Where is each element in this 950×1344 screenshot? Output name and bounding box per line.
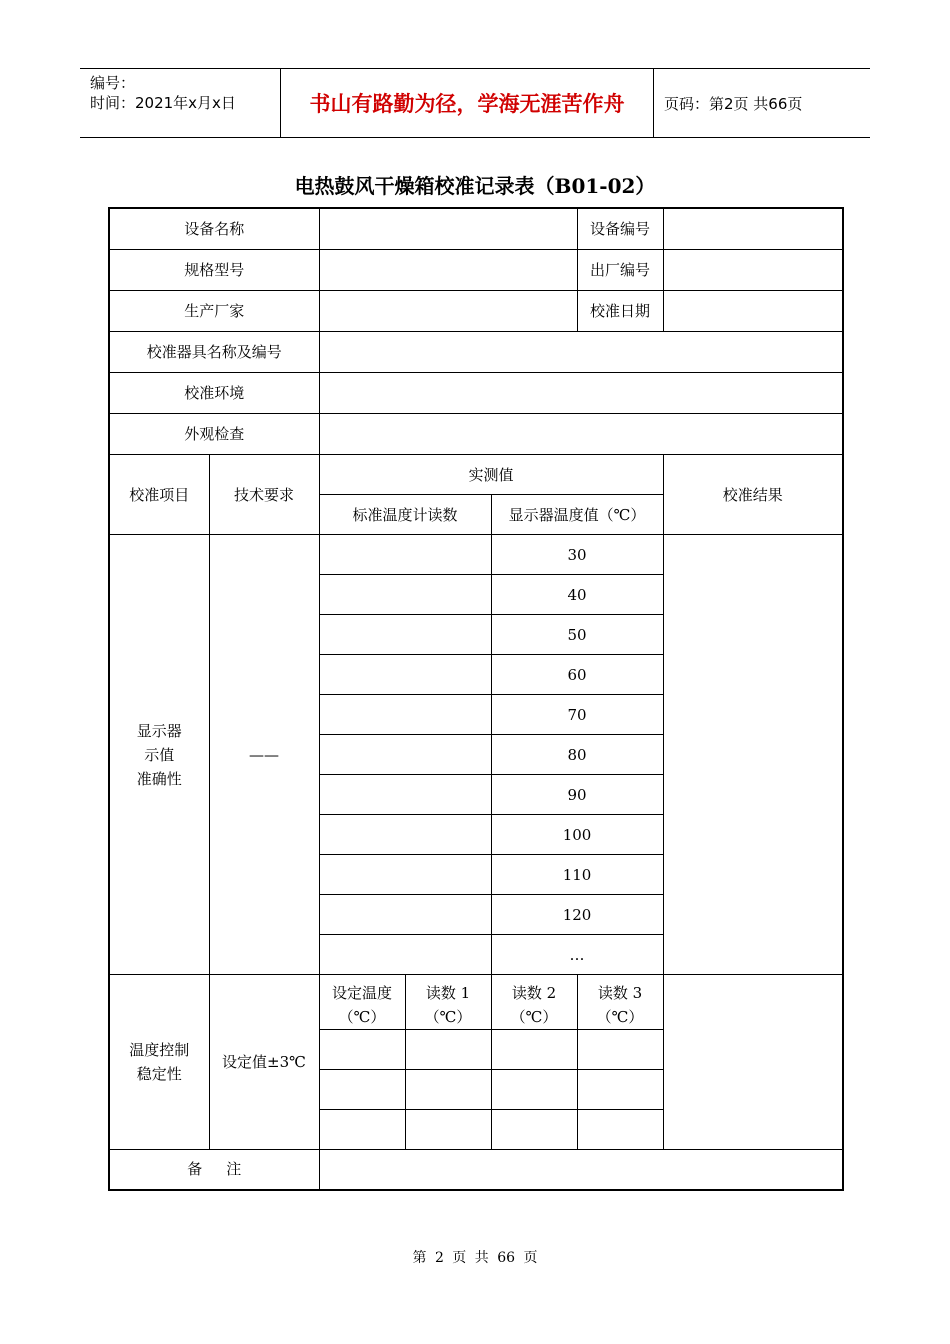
device-name-value[interactable] (319, 208, 577, 250)
cal-result-header: 校准结果 (663, 455, 843, 535)
model-value[interactable] (319, 250, 577, 291)
display-accuracy-label: 显示器 示值 准确性 (109, 535, 209, 975)
header-page-info: 页码：第2页 共66页 (664, 94, 803, 113)
temp-point-cell: 100 (491, 815, 663, 855)
temp-point-cell: 80 (491, 735, 663, 775)
reading-cell[interactable] (405, 1070, 491, 1110)
reading-cell[interactable] (491, 1070, 577, 1110)
factory-no-value[interactable] (663, 250, 843, 291)
temp-point-cell: 90 (491, 775, 663, 815)
reading-cell[interactable] (577, 1030, 663, 1070)
stability-label: 温度控制 稳定性 (109, 975, 209, 1150)
set-temp-cell[interactable] (319, 1030, 405, 1070)
manufacturer-label: 生产厂家 (109, 291, 319, 332)
temp-point-cell: 120 (491, 895, 663, 935)
appearance-label: 外观检查 (109, 414, 319, 455)
std-reading-cell[interactable] (319, 815, 491, 855)
reading1-header: 读数 1 （℃） (405, 975, 491, 1030)
reading-cell[interactable] (405, 1030, 491, 1070)
calibration-record-table (108, 207, 844, 1191)
appearance-value[interactable] (319, 414, 843, 455)
measured-header: 实测值 (319, 455, 663, 495)
temp-point-cell: 60 (491, 655, 663, 695)
reading-cell[interactable] (577, 1070, 663, 1110)
page-header (80, 68, 870, 138)
cal-date-label: 校准日期 (577, 291, 663, 332)
temp-point-cell: … (491, 935, 663, 975)
device-name-label: 设备名称 (109, 208, 319, 250)
display-accuracy-req: —— (209, 535, 319, 975)
std-reading-cell[interactable] (319, 695, 491, 735)
std-reading-cell[interactable] (319, 535, 491, 575)
temp-point-cell: 40 (491, 575, 663, 615)
std-reading-cell[interactable] (319, 655, 491, 695)
reading-cell[interactable] (491, 1110, 577, 1150)
std-reading-cell[interactable] (319, 735, 491, 775)
model-label: 规格型号 (109, 250, 319, 291)
temp-point-cell: 30 (491, 535, 663, 575)
std-reading-cell[interactable] (319, 895, 491, 935)
environment-value[interactable] (319, 373, 843, 414)
reading3-header: 读数 3 （℃） (577, 975, 663, 1030)
reading-cell[interactable] (405, 1110, 491, 1150)
number-label: 编号： (90, 74, 136, 92)
tech-req-header: 技术要求 (209, 455, 319, 535)
stability-result[interactable] (663, 975, 843, 1150)
temp-point-cell: 110 (491, 855, 663, 895)
temp-point-cell: 50 (491, 615, 663, 655)
std-reading-cell[interactable] (319, 855, 491, 895)
header-meta (80, 69, 281, 137)
std-reading-cell[interactable] (319, 935, 491, 975)
set-temp-header: 设定温度 （℃） (319, 975, 405, 1030)
instrument-label: 校准器具名称及编号 (109, 332, 319, 373)
time-label: 时间：2021年x月x日 (90, 94, 236, 112)
environment-label: 校准环境 (109, 373, 319, 414)
set-temp-cell[interactable] (319, 1110, 405, 1150)
document-title: 电热鼓风干燥箱校准记录表（B01-02） (294, 174, 656, 198)
instrument-value[interactable] (319, 332, 843, 373)
manufacturer-value[interactable] (319, 291, 577, 332)
reading-cell[interactable] (491, 1030, 577, 1070)
device-no-label: 设备编号 (577, 208, 663, 250)
page-footer: 第 2 页 共 66 页 (412, 1250, 538, 1266)
reading-cell[interactable] (577, 1110, 663, 1150)
remark-value[interactable] (319, 1150, 843, 1190)
display-accuracy-result[interactable] (663, 535, 843, 975)
stability-req: 设定值±3℃ (209, 975, 319, 1150)
remark-label: 备 注 (109, 1150, 319, 1190)
std-thermo-header: 标准温度计读数 (319, 495, 491, 535)
factory-no-label: 出厂编号 (577, 250, 663, 291)
display-temp-header: 显示器温度值（℃） (491, 495, 663, 535)
temp-point-cell: 70 (491, 695, 663, 735)
device-no-value[interactable] (663, 208, 843, 250)
std-reading-cell[interactable] (319, 775, 491, 815)
std-reading-cell[interactable] (319, 615, 491, 655)
cal-date-value[interactable] (663, 291, 843, 332)
header-motto: 书山有路勤为径，学海无涯苦作舟 (281, 69, 654, 137)
cal-item-header: 校准项目 (109, 455, 209, 535)
set-temp-cell[interactable] (319, 1070, 405, 1110)
std-reading-cell[interactable] (319, 575, 491, 615)
reading2-header: 读数 2 （℃） (491, 975, 577, 1030)
